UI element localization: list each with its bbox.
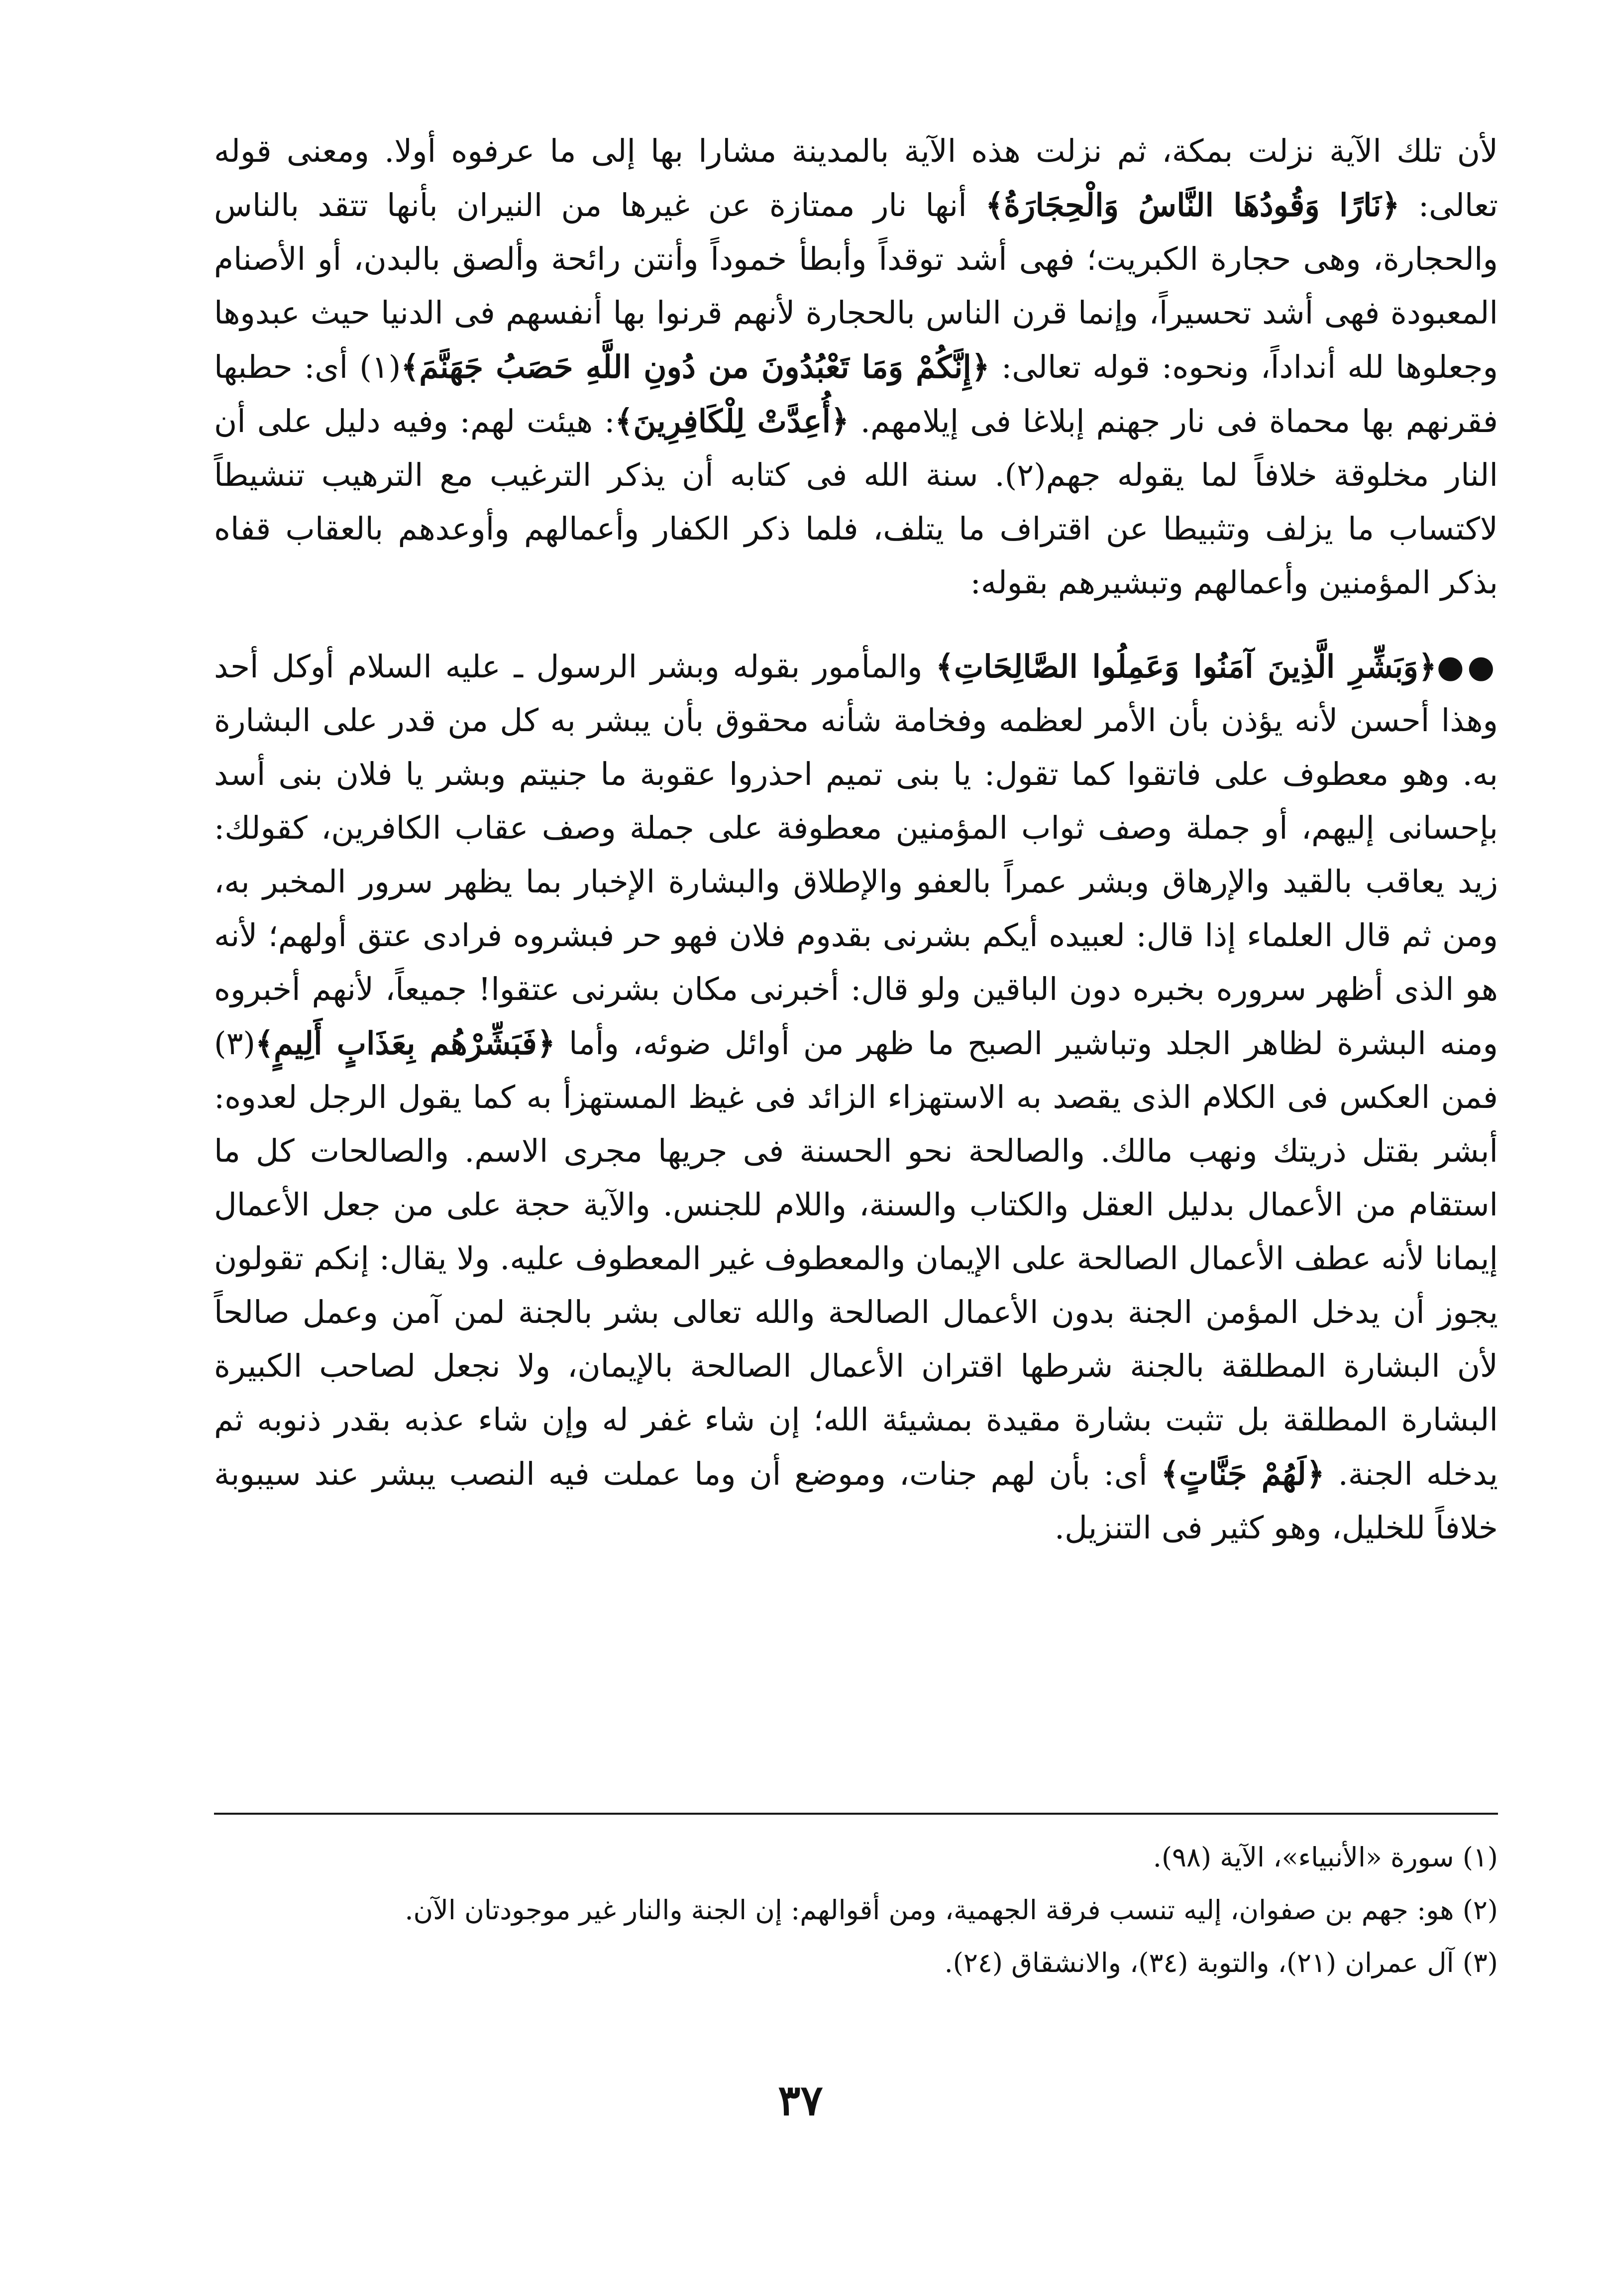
text-run: لأن تلك الآية نزلت بمكة، ثم نزلت هذه الآية بالمدينة مشارا بها إلى ما عرفوه أولا. ومعنى قوله تعالى: [214, 133, 1498, 223]
text-run: (٣) فمن العكس فى الكلام الذى يقصد به الاستهزاء الزائد فى غيظ المستهزأ به كما يقول الرجل لعدوه: أبشر بقتل ذريتك ونهب مالك. والصالحة نحو الحسنة فى جريها مجرى الاسم. والصالحات كل ما استقام من الأعمال بدليل العقل والكتاب والسنة، واللام للجنس. والآية حجة على من جعل الأعمال إيمانا لأنه عطف الأعمال الصالحة على الإيمان والمعطوف غير المعطوف عليه. ولا يقال: إنكم تقولون يجوز أن يدخل المؤمن الجنة بدون الأعمال الصالحة والله تعالى بشر بالجنة لمن آمن وعمل صالحاً لأن البشارة المطلقة بالجنة شرطها اقتران الأعمال الصالحة بالإيمان، ولا نجعل لصاحب الكبيرة البشارة المطلقة بل تثبت بشارة مقيدة بمشيئة الله؛ إن شاء غفر له وإن شاء عذبه بقدر ذنوبه ثم يدخله الجنة. [214, 1025, 1498, 1492]
section-marker: ●● [1436, 648, 1498, 685]
quran-verse: ﴿أُعِدَّتْ لِلْكَافِرِينَ﴾ [615, 403, 849, 439]
quran-verse: ﴿فَبَشِّرْهُم بِعَذَابٍ أَلِيمٍ﴾ [255, 1025, 555, 1062]
quran-verse: ﴿وَبَشِّرِ الَّذِينَ آمَنُوا وَعَمِلُوا الصَّالِحَاتِ﴾ [936, 648, 1437, 685]
footnote: (١) سورة «الأنبياء»، الآية (٩٨). [1153, 1842, 1498, 1873]
footnote: (٣) آل عمران (٢١)، والتوبة (٣٤)، والانشقاق (٢٤). [944, 1947, 1498, 1978]
text-run: والمأمور بقوله وبشر الرسول ـ عليه السلام أوكل أحد وهذا أحسن لأنه يؤذن بأن الأمر لعظمه وفخامة شأنه محقوق بأن يبشر به كل من قدر على البشارة به. وهو معطوف على فاتقوا كما تقول: يا بنى تميم احذروا عقوبة ما جنيتم وبشر يا فلان بنى أسد بإحسانى إليهم، أو جملة وصف ثواب المؤمنين معطوفة على جملة وصف عقاب الكافرين، كقولك: زيد يعاقب بالقيد والإرهاق وبشر عمراً بالعفو والإطلاق والبشارة الإخبار بما يظهر سرور المخبر به، ومن ثم قال العلماء إذا قال: لعبيده أيكم بشرنى بقدوم فلان فهو حر فبشروه فرادى عتق أولهم؛ لأنه هو الذى أظهر سروره بخبره دون الباقين ولو قال: أخبرنى مكان بشرنى عتقوا! جميعاً، لأنهم أخبروه ومنه البشرة لظاهر الجلد وتباشير الصبح ما ظهر من أوائل ضوئه، وأما [214, 649, 1498, 1062]
page-body [214, 124, 1498, 1555]
text-run: أى: بأن لهم جنات، وموضع أن وما عملت فيه النصب يبشر عند سيبوبة خلافاً للخليل، وهو كثير فى التنزيل. [214, 1456, 1498, 1546]
tafsir-text [214, 124, 1498, 1555]
quran-verse: ﴿نَارًا وَقُودُهَا النَّاسُ وَالْحِجَارَةُ﴾ [985, 187, 1400, 223]
page-number: ٣٧ [778, 2076, 823, 2125]
quran-verse: ﴿إِنَّكُمْ وَمَا تَعْبُدُونَ من دُونِ اللَّهِ حَصَبُ جَهَنَّمَ﴾ [401, 348, 990, 385]
footnote-divider [214, 1813, 1498, 1815]
paragraph [214, 124, 1498, 610]
text-run: أنها نار ممتازة عن غيرها من النيران بأنها تتقد بالناس والحجارة، وهى حجارة الكبريت؛ فهى أشد توقداً وأبطأ خموداً وأنتن رائحة وألصق بالبدن، أو الأصنام المعبودة فهى أشد تحسيراً، وإنما قرن الناس بالحجارة لأنهم قرنوا بها أنفسهم فى الدنيا حيث عبدوها وجعلوها لله أنداداً، ونحوه: قوله تعالى: [214, 187, 1498, 385]
text-run: (١) أى: حطبها فقرنهم بها محماة فى نار جهنم إبلاغا فى إيلامهم. [214, 349, 1498, 439]
footnotes [214, 1837, 1498, 1995]
text-run: : هيئت لهم: وفيه دليل على أن النار مخلوقة خلافاً لما يقوله جهم(٢). سنة الله فى كتابه أن يذكر الترغيب مع الترهيب تنشيطاً لاكتساب ما يزلف وتثبيطا عن اقتراف ما يتلف، فلما ذكر الكفار وأعمالهم وأوعدهم بالعقاب قفاه بذكر المؤمنين وأعمالهم وتبشيرهم بقوله: [214, 403, 1498, 601]
footnote: (٢) هو: جهم بن صفوان، إليه تنسب فرقة الجهمية، ومن أقوالهم: إن الجنة والنار غير موجودتان الآن. [405, 1894, 1498, 1926]
paragraph [214, 640, 1498, 1555]
quran-verse: ﴿لَهُمْ جَنَّاتٍ﴾ [1161, 1455, 1325, 1492]
